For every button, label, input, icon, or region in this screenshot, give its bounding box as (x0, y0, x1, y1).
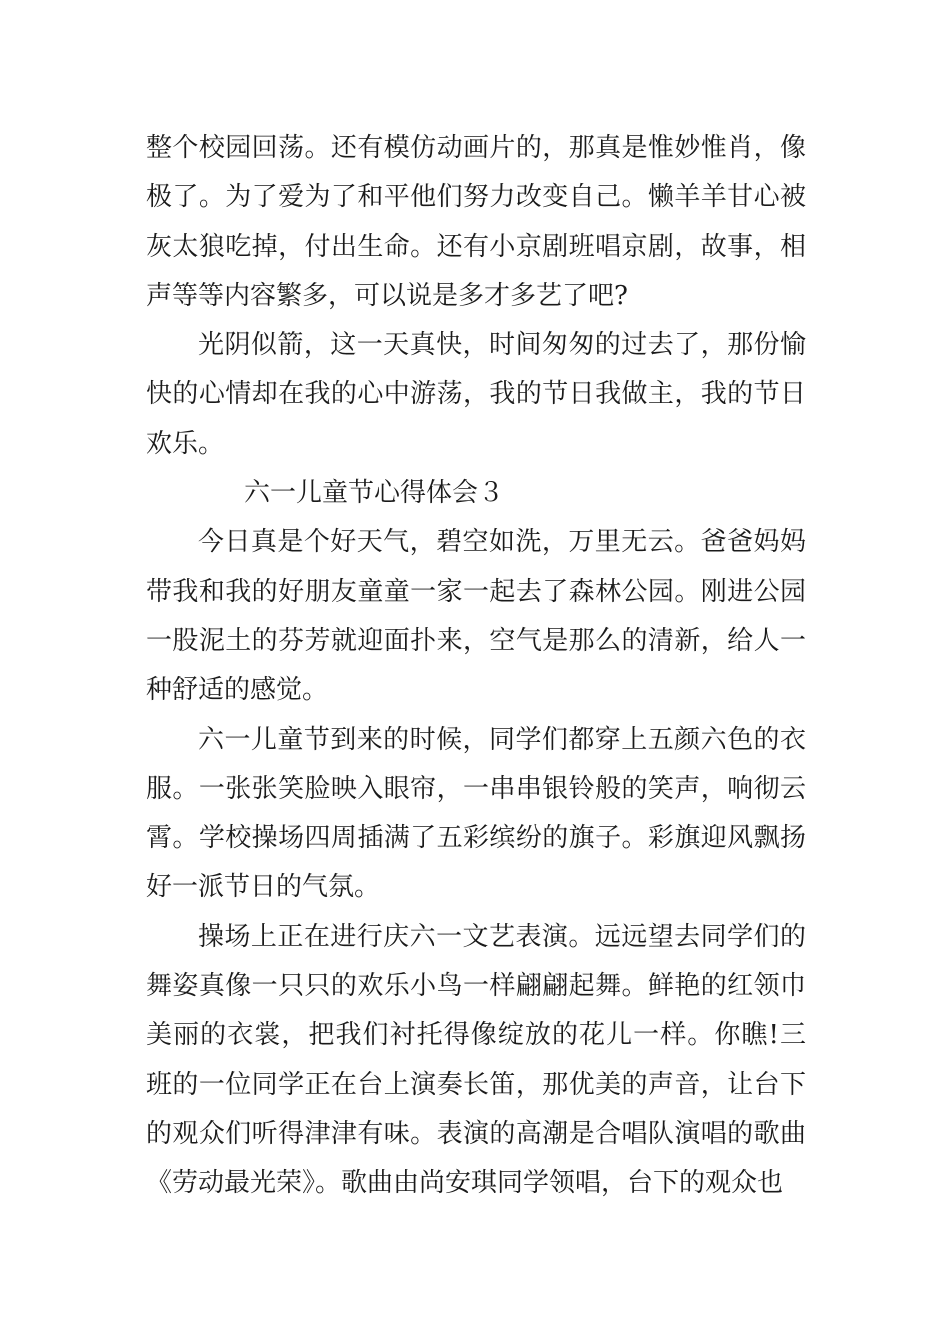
paragraph-continuation: 整个校园回荡。还有模仿动画片的，那真是惟妙惟肖，像极了。为了爱为了和平他们努力改变自己。懒羊羊甘心被灰太狼吃掉，付出生命。还有小京剧班唱京剧，故事，相声等等内容繁多，可以说是多才多艺了吧? (146, 133, 806, 311)
section-heading: 六一儿童节心得体会３ (244, 478, 505, 509)
document-page (146, 124, 806, 1209)
paragraph-performance: 操场上正在进行庆六一文艺表演。远远望去同学们的舞姿真像一只只的欢乐小鸟一样翩翩起舞。鲜艳的红领巾美丽的衣裳，把我们衬托得像绽放的花儿一样。你瞧!三班的一位同学正在台上演奏长笛，那优美的声音，让台下的观众们听得津津有味。表演的高潮是合唱队演唱的歌曲《劳动最光荣》。歌曲由尚安琪同学领唱，台下的观众也 (146, 921, 806, 1199)
paragraph-time-flies: 光阴似箭，这一天真快，时间匆匆的过去了，那份愉快的心情却在我的心中游荡，我的节日我做主，我的节日欢乐。 (146, 330, 806, 459)
paragraph-forest-park: 今日真是个好天气，碧空如洗，万里无云。爸爸妈妈带我和我的好朋友童童一家一起去了森林公园。刚进公园一股泥土的芬芳就迎面扑来，空气是那么的清新，给人一种舒适的感觉。 (146, 527, 806, 706)
paragraph-childrens-day: 六一儿童节到来的时候，同学们都穿上五颜六色的衣服。一张张笑脸映入眼帘，一串串银铃般的笑声，响彻云霄。学校操场四周插满了五彩缤纷的旗子。彩旗迎风飘扬好一派节日的气氛。 (146, 724, 806, 903)
